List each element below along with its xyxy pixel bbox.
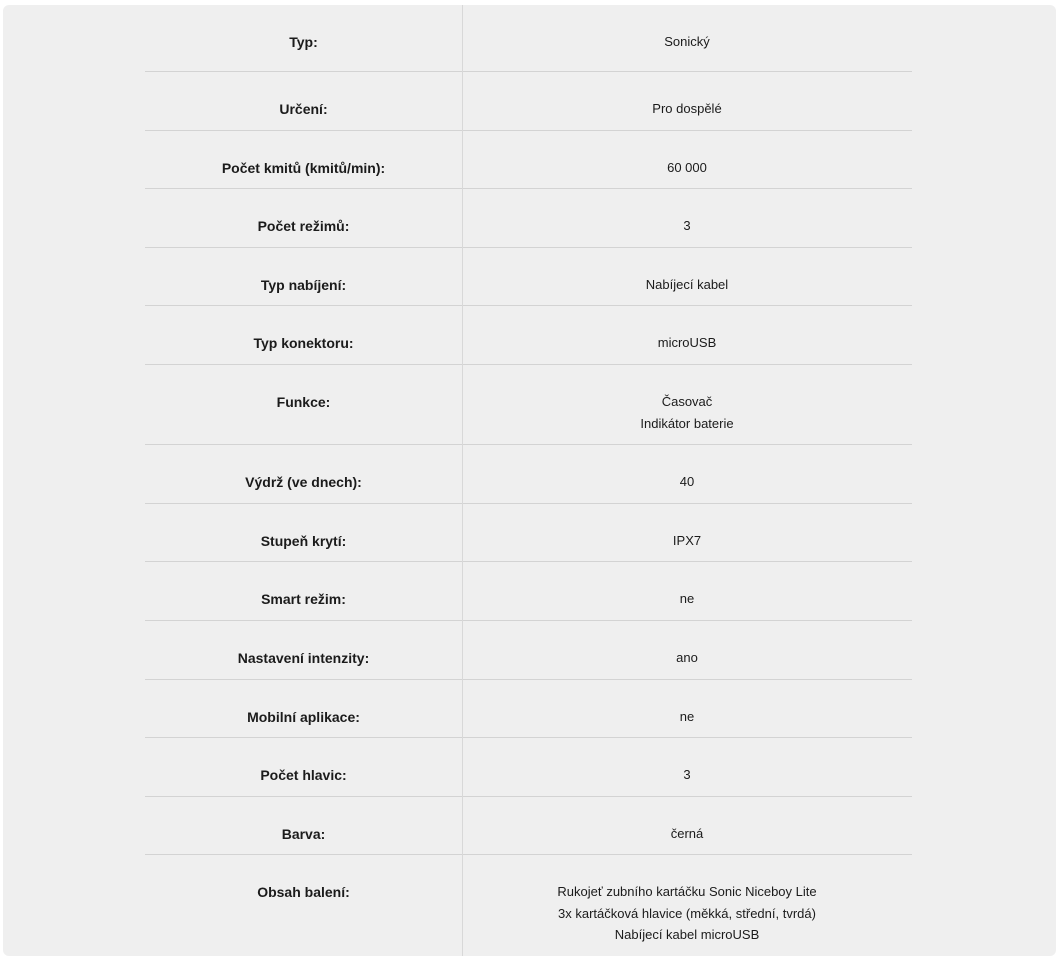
spec-label: Mobilní aplikace: <box>247 709 360 725</box>
spec-value <box>462 680 912 737</box>
spec-label: Určení: <box>279 101 328 117</box>
spec-row-connector <box>145 306 912 365</box>
spec-row-mobile-app <box>145 680 912 738</box>
spec-value-line: Nabíjecí kabel <box>645 277 729 292</box>
spec-label: Typ konektoru: <box>253 335 354 351</box>
spec-label: Smart režim: <box>261 591 346 607</box>
spec-value-line: Časovač <box>661 394 713 409</box>
spec-label: Stupeň krytí: <box>260 533 347 549</box>
spec-value-line: Pro dospělé <box>652 101 722 116</box>
spec-value <box>462 797 912 854</box>
spec-value <box>462 445 912 503</box>
spec-row-intensity <box>145 621 912 680</box>
spec-value <box>462 504 912 561</box>
spec-label: Funkce: <box>276 394 331 410</box>
spec-value <box>462 855 912 956</box>
spec-label: Počet kmitů (kmitů/min): <box>221 160 386 176</box>
spec-row-color <box>145 797 912 855</box>
spec-label: Typ: <box>289 34 318 50</box>
spec-label: Výdrž (ve dnech): <box>245 474 362 490</box>
spec-label: Typ nabíjení: <box>260 277 347 293</box>
spec-label: Barva: <box>281 826 326 842</box>
spec-label: Počet režimů: <box>257 218 350 234</box>
spec-value-line: ano <box>676 650 698 665</box>
spec-value <box>462 248 912 305</box>
spec-row-ip-rating <box>145 504 912 562</box>
spec-value <box>462 72 912 130</box>
spec-row-charging <box>145 248 912 306</box>
spec-value <box>462 621 912 679</box>
spec-row-battery-life <box>145 445 912 504</box>
spec-value-line: 40 <box>679 474 695 489</box>
spec-value <box>462 306 912 364</box>
spec-value-line: microUSB <box>657 335 717 350</box>
spec-value <box>462 365 912 444</box>
spec-row-heads <box>145 738 912 797</box>
spec-value-line: IPX7 <box>672 533 702 548</box>
specifications-panel <box>3 5 1056 956</box>
spec-row-type <box>145 5 912 72</box>
spec-row-purpose <box>145 72 912 131</box>
spec-value-line: 3x kartáčková hlavice (měkká, střední, tvrdá) <box>558 905 816 921</box>
spec-row-functions <box>145 365 912 445</box>
spec-value-line: Sonický <box>664 34 710 49</box>
spec-value-line: Rukojeť zubního kartáčku Sonic Niceboy Lite <box>557 884 817 899</box>
spec-row-modes <box>145 189 912 248</box>
spec-value <box>462 562 912 620</box>
spec-value <box>462 5 912 71</box>
spec-value-line: Indikátor baterie <box>640 415 734 431</box>
specifications-table <box>145 5 912 956</box>
spec-value-line: ne <box>679 591 695 606</box>
spec-value-line: ne <box>679 709 695 724</box>
spec-value-line: 3 <box>683 767 691 782</box>
spec-value <box>462 189 912 247</box>
spec-value <box>462 131 912 188</box>
spec-value-line: 60 000 <box>667 160 707 175</box>
spec-row-strokes <box>145 131 912 189</box>
spec-label: Počet hlavic: <box>260 767 347 783</box>
spec-row-smart-mode <box>145 562 912 621</box>
spec-value-line: Nabíjecí kabel microUSB <box>614 927 760 942</box>
spec-label: Obsah balení: <box>257 884 350 900</box>
spec-value-line: 3 <box>683 218 691 233</box>
spec-row-package-contents <box>145 855 912 956</box>
spec-label: Nastavení intenzity: <box>237 650 370 666</box>
column-divider <box>462 5 463 956</box>
spec-value <box>462 738 912 796</box>
spec-value-line: černá <box>670 826 704 841</box>
